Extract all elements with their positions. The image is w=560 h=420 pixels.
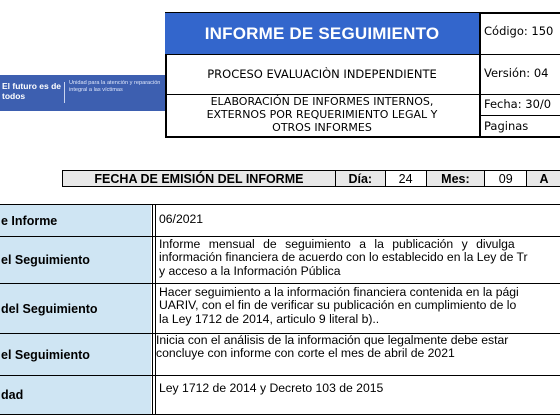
- logo-sub-text: Unidad para la atención y reparación integral a las víctimas: [69, 80, 161, 93]
- emission-date-row: [62, 170, 560, 187]
- logo-banner: [0, 75, 165, 111]
- row-label-periodo: e Informe: [0, 205, 151, 236]
- row-label-alcance: el Seguimiento: [0, 334, 151, 375]
- emission-date-label: FECHA DE EMISIÓN DEL INFORME: [63, 171, 336, 186]
- document-description: [165, 94, 479, 136]
- version-field: Versión: 04: [484, 66, 549, 80]
- logo-main-text: El futuro es de todos: [2, 81, 62, 101]
- month-value: 09: [485, 171, 527, 186]
- row-line: Ley 1712 de 2014 y Decreto 103 de 2015: [159, 382, 384, 395]
- process-name: PROCESO EVALUACIÒN INDEPENDIENTE: [207, 67, 437, 81]
- day-label: Día:: [336, 171, 386, 186]
- codigo-field: Código: 150: [484, 24, 554, 38]
- document-line: EXTERNOS POR REQUERIMIENTO LEGAL Y: [206, 108, 438, 121]
- row-line: Informe mensual de seguimiento a la publicación y divulga: [159, 238, 515, 251]
- row-value-objetivo: [156, 286, 560, 326]
- row-value-normatividad: [156, 382, 560, 395]
- report-title: INFORME DE SEGUIMIENTO: [204, 23, 440, 43]
- row-label-objetivo: del Seguimiento: [0, 284, 151, 333]
- row-line: Hacer seguimiento a la información financiera contenida en la pági: [159, 286, 519, 299]
- row-line: UARIV, con el fin de verificar su publicación en cumplimiento de lo: [159, 298, 517, 313]
- row-value-alcance: [153, 334, 560, 361]
- month-label: Mes:: [427, 171, 486, 186]
- row-line: Inicia con el análisis de la información que legalmente debe estar: [156, 334, 509, 347]
- document-line: OTROS INFORMES: [272, 121, 372, 134]
- row-line: concluye con informe con corte el mes de abril de 2021: [156, 346, 455, 361]
- day-value: 24: [386, 171, 427, 186]
- row-value-nombre: [156, 238, 560, 278]
- paginas-field: Paginas: [484, 119, 529, 133]
- fecha-field: Fecha: 30/0: [484, 97, 552, 111]
- row-label-nombre: el Seguimiento: [0, 237, 151, 283]
- row-label-normatividad: dad: [0, 376, 151, 414]
- row-value-periodo: [156, 213, 560, 226]
- row-line: 06/2021: [159, 213, 204, 226]
- row-line: y acceso a la Información Pública: [159, 263, 341, 278]
- year-label: A: [527, 171, 560, 186]
- row-line: la Ley 1712 de 2014, articulo 9 literal b)..: [159, 311, 380, 326]
- document-line: ELABORACIÓN DE INFORMES INTERNOS,: [210, 95, 434, 108]
- row-line: información financiera de acuerdo con lo establecido en la Ley de Tr: [159, 250, 528, 265]
- report-title-cell: [165, 13, 479, 54]
- logo-divider: [64, 82, 65, 103]
